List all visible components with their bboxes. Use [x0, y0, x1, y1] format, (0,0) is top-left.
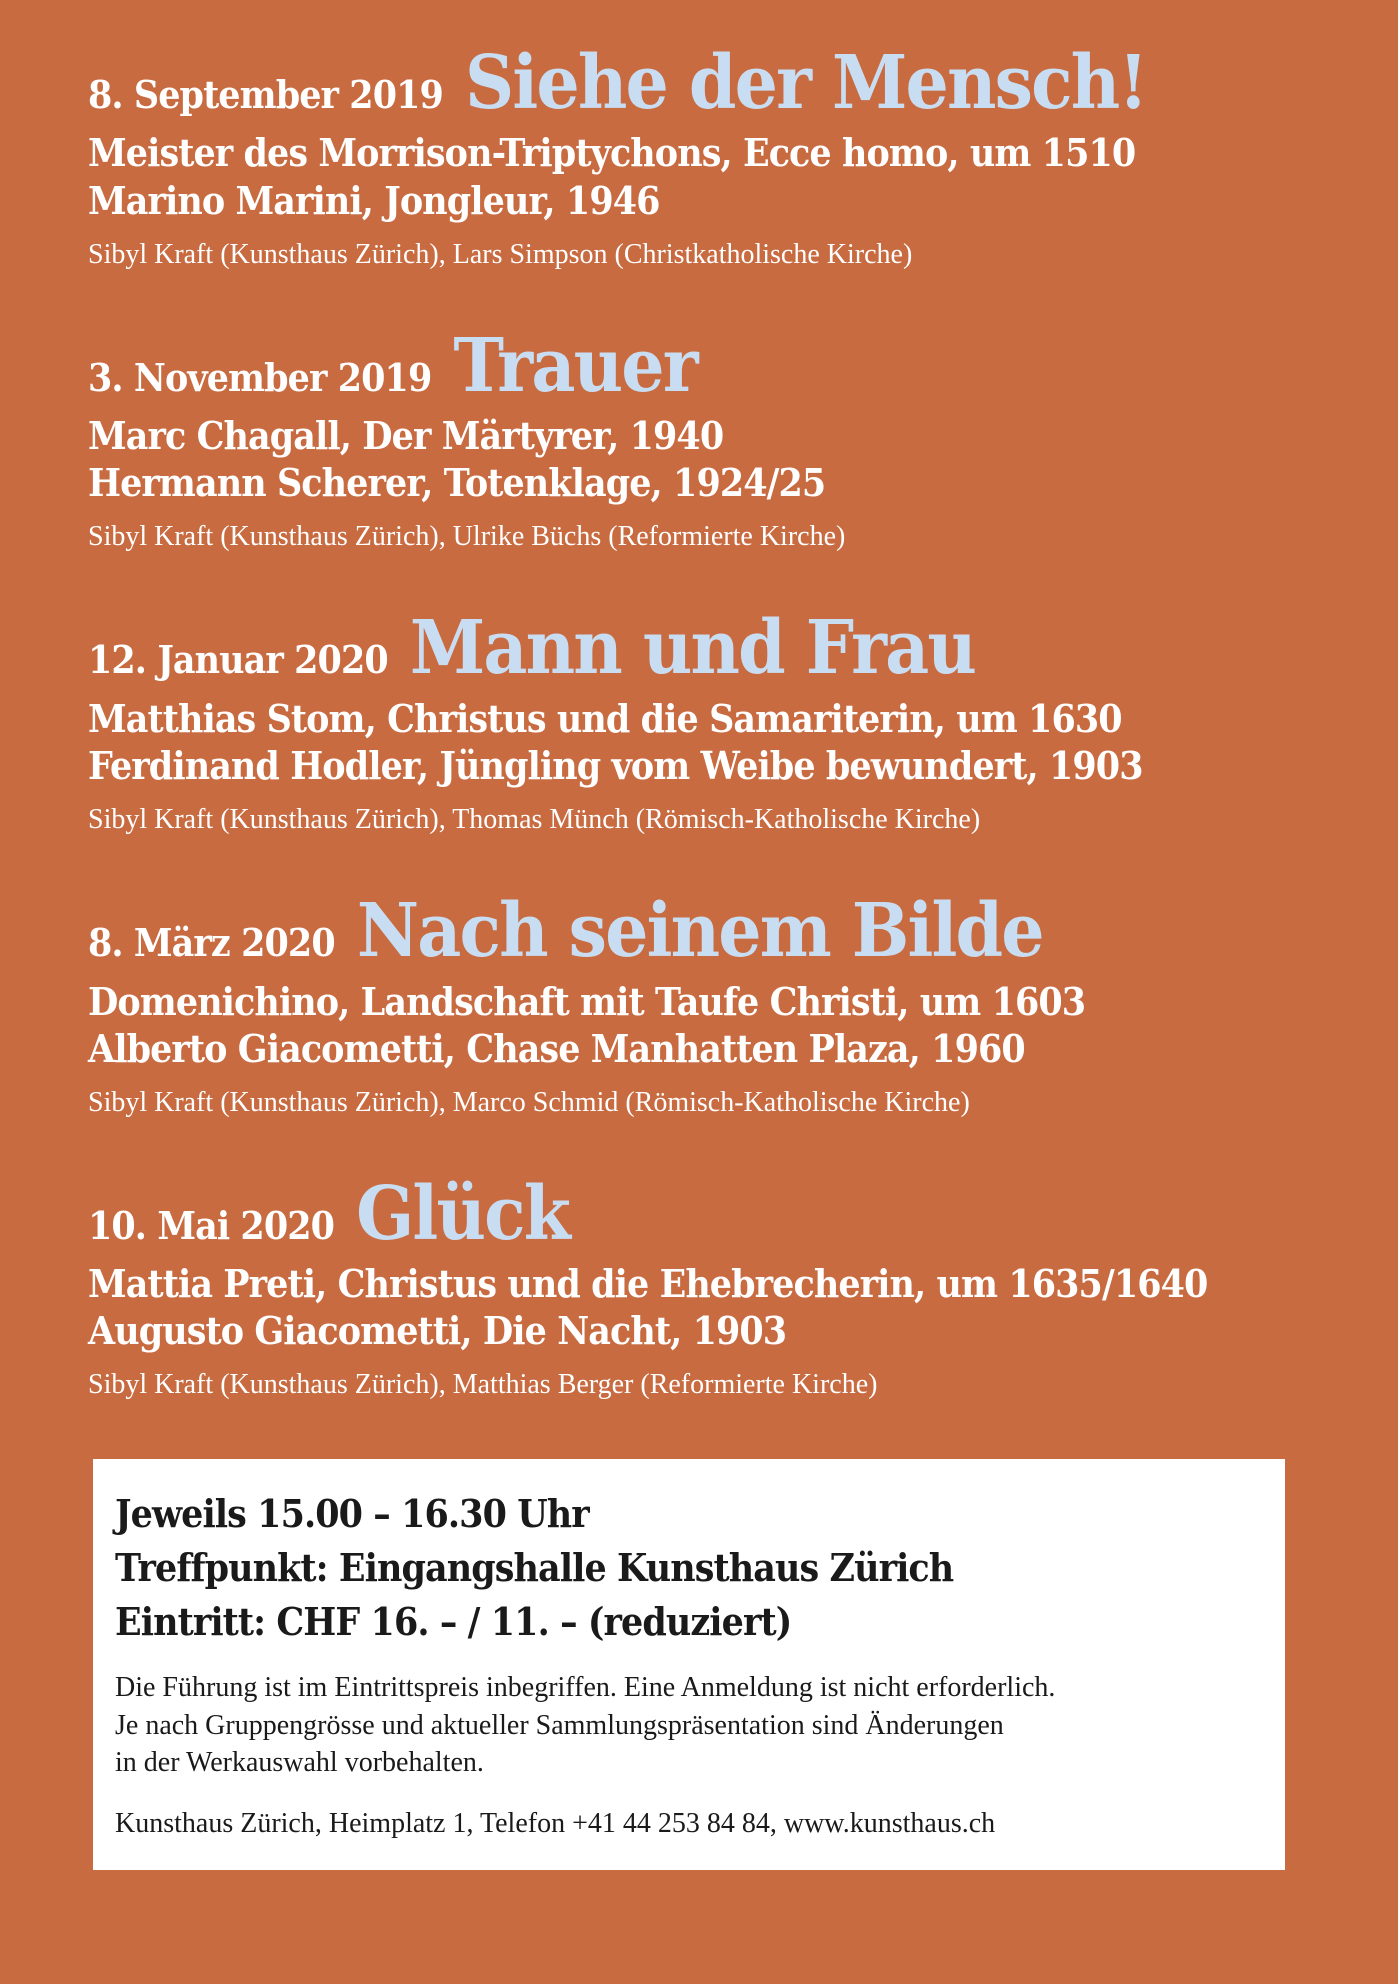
artwork-line: Hermann Scherer, Totenklage, 1924/25	[88, 460, 826, 506]
practical-info-box	[93, 1459, 1285, 1869]
artwork-line: Alberto Giacometti, Chase Manhatten Plaza, 1960	[88, 1025, 1025, 1071]
time-info: Jeweils 15.00 – 16.30 Uhr	[115, 1491, 589, 1537]
artwork-line: Ferdinand Hodler, Jüngling vom Weibe bewundert, 1903	[88, 742, 1143, 788]
event-date: 12. Januar 2020	[88, 637, 388, 683]
event-title: Mann und Frau	[409, 605, 976, 692]
admission-info: Eintritt: CHF 16. – / 11. – (reduziert)	[115, 1599, 792, 1645]
guides-credit: Sibyl Kraft (Kunsthaus Zürich), Matthias Berger (Reformierte Kirche)	[88, 1369, 878, 1401]
event-date: 8. März 2020	[88, 920, 335, 966]
event-header	[88, 40, 1256, 126]
note-line: in der Werkauswahl vorbehalten.	[115, 1747, 484, 1779]
note-line: Die Führung ist im Eintrittspreis inbegriffen. Eine Anmeldung ist nicht erforderlich.	[115, 1672, 1056, 1704]
note-line: Je nach Gruppengrösse und aktueller Sammlungspräsentation sind Änderungen	[115, 1709, 1004, 1741]
event-header	[88, 888, 1256, 975]
event-title: Siehe der Mensch!	[465, 40, 1147, 126]
guides-credit: Sibyl Kraft (Kunsthaus Zürich), Thomas Münch (Römisch-Katholische Kirche)	[88, 804, 981, 836]
event-block-januar	[88, 605, 1358, 836]
guides-credit: Sibyl Kraft (Kunsthaus Zürich), Lars Simpson (Christkatholische Kirche)	[88, 238, 913, 270]
guides-credit: Sibyl Kraft (Kunsthaus Zürich), Marco Schmid (Römisch-Katholische Kirche)	[88, 1086, 970, 1118]
event-header	[88, 1170, 1256, 1257]
event-title: Trauer	[453, 322, 697, 409]
contact-line: Kunsthaus Zürich, Heimplatz 1, Telefon +41 44 253 84 84, www.kunsthaus.ch	[115, 1807, 996, 1839]
event-block-mai	[88, 1170, 1358, 1402]
event-block-november	[88, 322, 1358, 554]
artwork-line: Marc Chagall, Der Märtyrer, 1940	[88, 413, 724, 459]
artwork-line: Marino Marini, Jongleur, 1946	[88, 177, 660, 223]
artwork-line: Augusto Giacometti, Die Nacht, 1903	[88, 1308, 787, 1354]
event-header	[88, 322, 1256, 409]
event-title: Nach seinem Bilde	[356, 888, 1043, 975]
event-block-september	[88, 40, 1358, 271]
event-header	[88, 605, 1256, 692]
artwork-line: Matthias Stom, Christus und die Samariterin, um 1630	[88, 695, 1122, 741]
event-title: Glück	[356, 1170, 570, 1257]
event-date: 8. September 2019	[88, 72, 443, 117]
artwork-line: Domenichino, Landschaft mit Taufe Christi, um 1603	[88, 978, 1086, 1024]
guides-credit: Sibyl Kraft (Kunsthaus Zürich), Ulrike Büchs (Reformierte Kirche)	[88, 521, 846, 553]
event-date: 10. Mai 2020	[88, 1202, 335, 1248]
artwork-line: Meister des Morrison-Triptychons, Ecce homo, um 1510	[88, 130, 1136, 176]
artwork-line: Mattia Preti, Christus und die Ehebrecherin, um 1635/1640	[88, 1261, 1208, 1307]
meeting-point-info: Treffpunkt: Eingangshalle Kunsthaus Zürich	[115, 1545, 954, 1591]
conditions-note	[115, 1669, 1257, 1782]
event-date: 3. November 2019	[88, 354, 432, 400]
event-block-maerz	[88, 888, 1358, 1119]
